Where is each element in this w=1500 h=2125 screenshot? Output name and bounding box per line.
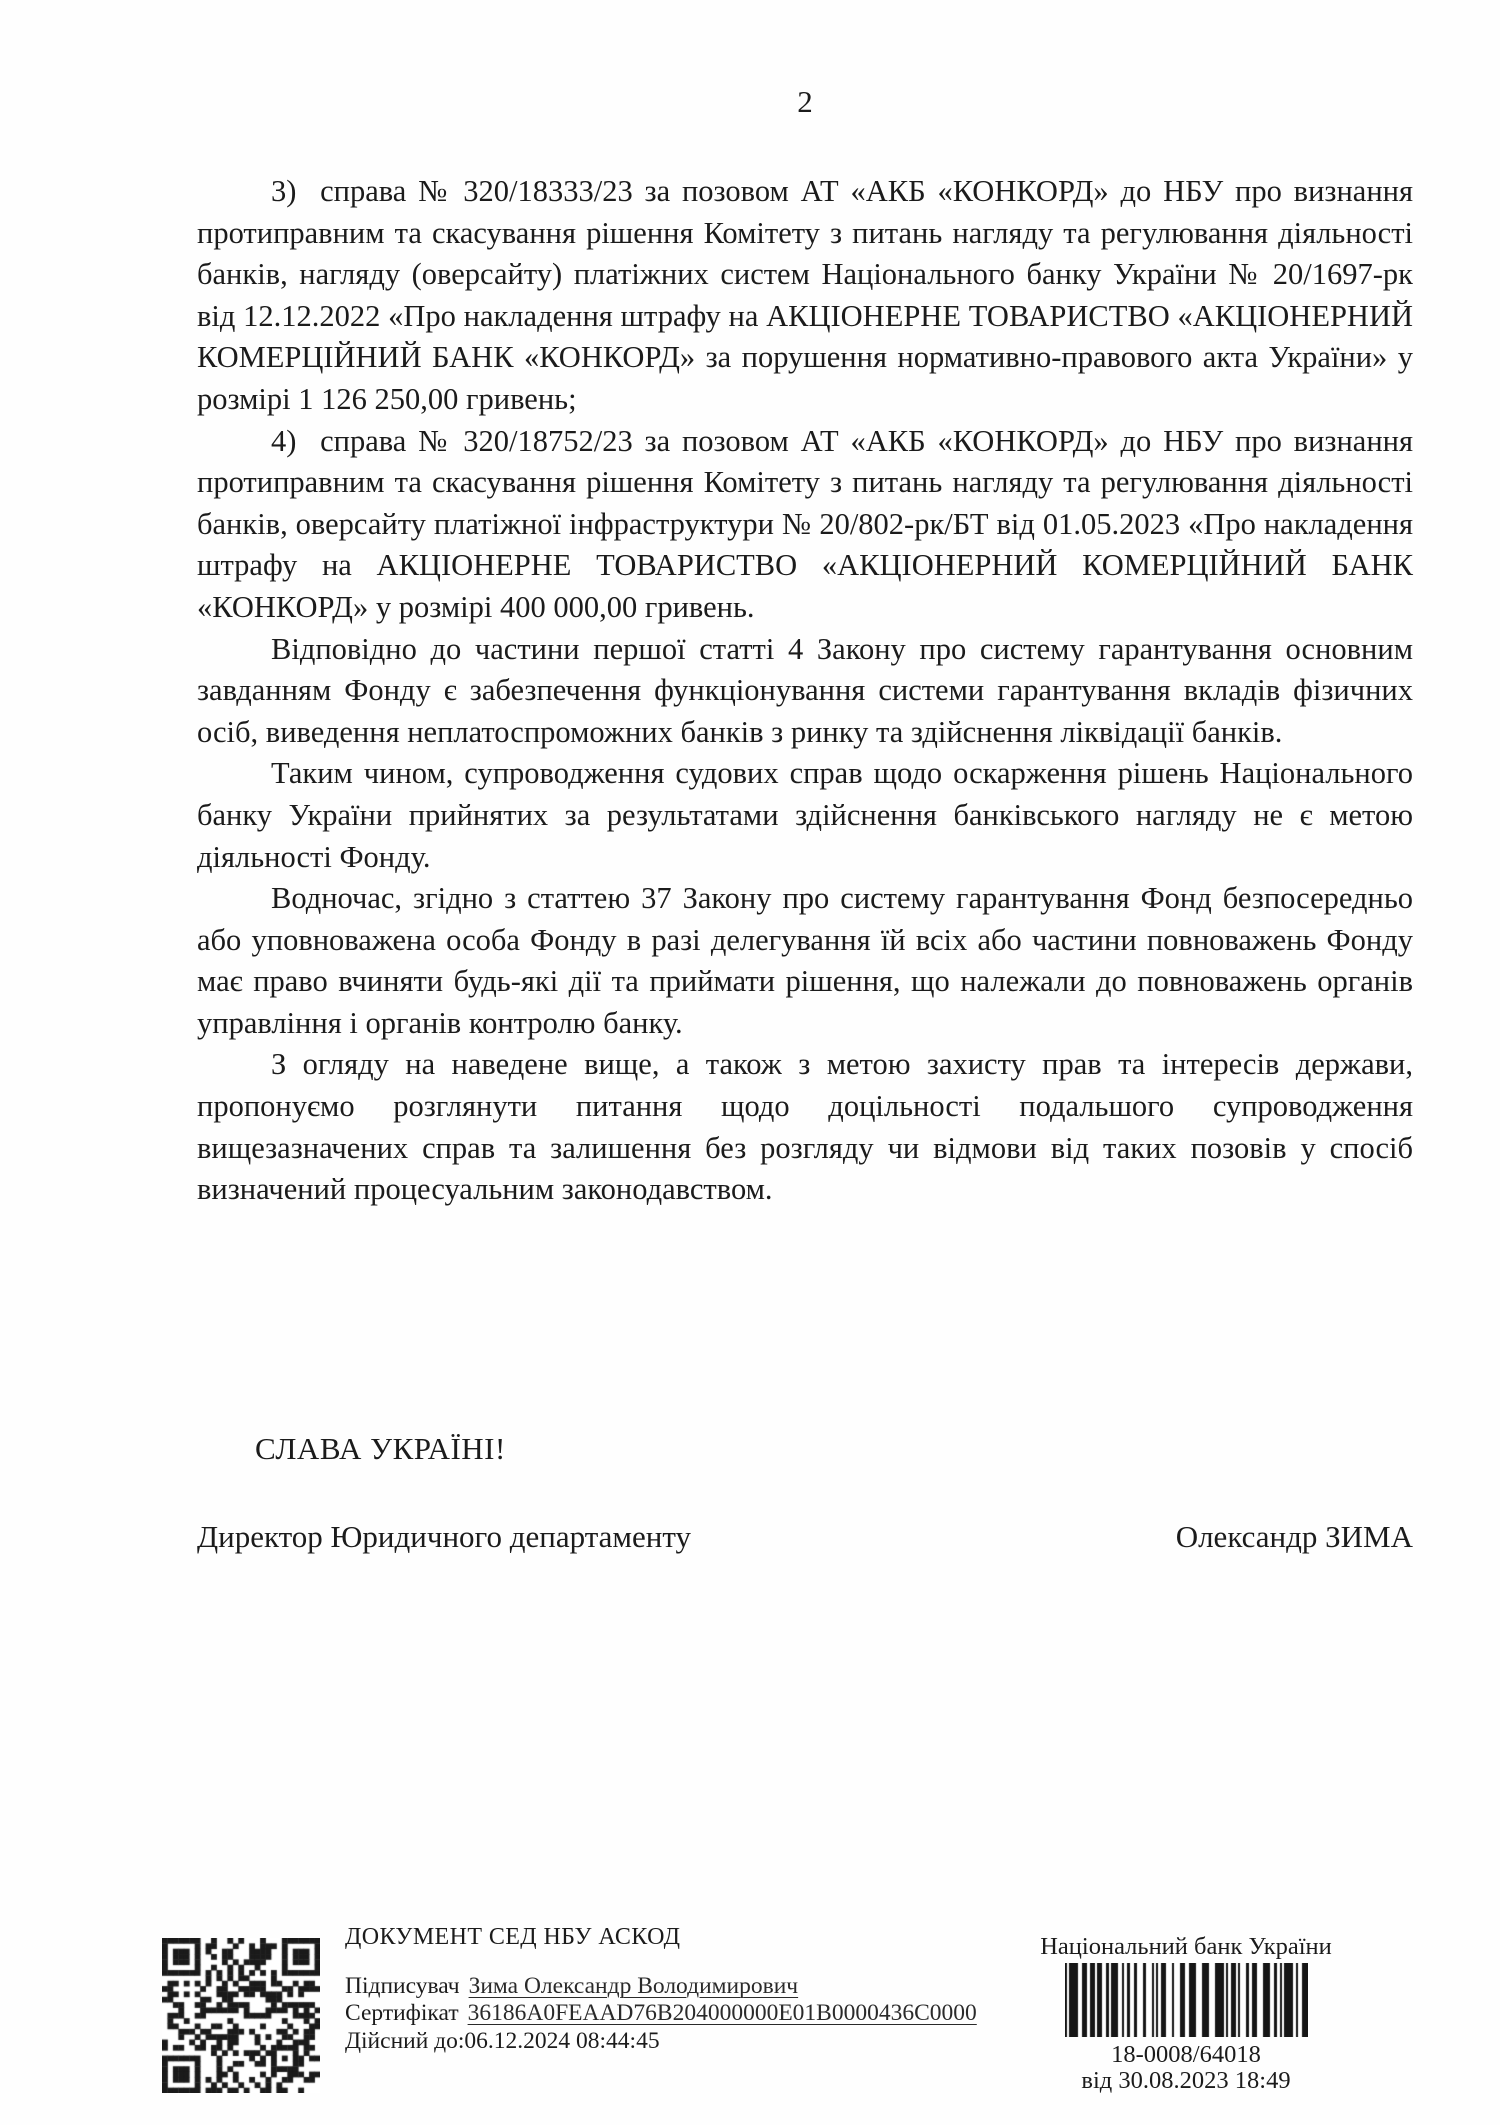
signature-row <box>197 1519 1413 1555</box>
esign-stamp <box>345 1924 977 2055</box>
paragraph: Водночас, згідно з статтею 37 Закону про систему гарантування Фонд безпосередньо або уповноважена особа Фонду в разі делегування їй всіх або частини повноважень Фонду має право вчиняти будь-які дії та приймати рішення, що належали до повноважень органів управління і органів контролю банку. <box>197 881 1413 1040</box>
esign-signer-line <box>345 1973 977 2001</box>
esign-signer-label: Підписувач <box>345 1972 460 1999</box>
barcode <box>1065 1963 1308 2037</box>
qr-code <box>162 1938 320 2093</box>
document-body <box>197 171 1413 1211</box>
paragraph: 3) справа № 320/18333/23 за позовом АТ «АКБ «КОНКОРД» до НБУ про визнання протиправним та скасування рішення Комітету з питань нагляду та регулювання діяльності банків, нагляду (оверсайту) платіжних систем Національного банку України № 20/1697-рк від 12.12.2022 «Про накладення штрафу на АКЦІОНЕРНЕ ТОВАРИСТВО «АКЦІОНЕРНИЙ КОМЕРЦІЙНИЙ БАНК «КОНКОРД» за порушення нормативно-правового акта України» у розмірі 1 126 250,00 гривень; <box>197 174 1413 416</box>
esign-system-title: ДОКУМЕНТ СЕД НБУ АСКОД <box>345 1924 681 1950</box>
organization-name: Національний банк України <box>1040 1933 1332 1960</box>
esign-certificate-value: 36186A0FEAAD76B204000000E01B0000436C0000 <box>467 2000 977 2026</box>
paragraph: 4) справа № 320/18752/23 за позовом АТ «АКБ «КОНКОРД» до НБУ про визнання протиправним та скасування рішення Комітету з питань нагляду та регулювання діяльності банків, оверсайту платіжної інфраструктури № 20/802-рк/БТ від 01.05.2023 «Про накладення штрафу на АКЦІОНЕРНЕ ТОВАРИСТВО «АКЦІОНЕРНИЙ КОМЕРЦІЙНИЙ БАНК «КОНКОРД» у розмірі 400 000,00 гривень. <box>197 423 1413 624</box>
closing-slogan: СЛАВА УКРАЇНІ! <box>255 1431 506 1466</box>
signature-role: Директор Юридичного департаменту <box>197 1519 691 1554</box>
esign-valid-until: Дійсний до:06.12.2024 08:44:45 <box>345 2027 660 2054</box>
document-number: 18-0008/64018 <box>1111 2041 1261 2068</box>
esign-certificate-line <box>345 2000 977 2028</box>
registration-stamp <box>1036 1934 1336 2094</box>
signature-name: Олександр ЗИМА <box>1175 1519 1413 1554</box>
esign-certificate-label: Сертифікат <box>345 2000 459 2026</box>
paragraph: Таким чином, супроводження судових справ щодо оскарження рішень Національного банку України прийнятих за результатами здійснення банківського нагляду не є метою діяльності Фонду. <box>197 756 1413 874</box>
page-number: 2 <box>797 84 813 119</box>
document-date: від 30.08.2023 18:49 <box>1081 2067 1291 2094</box>
esign-signer-name: Зима Олександр Володимирович <box>468 1972 799 1999</box>
paragraph: З огляду на наведене вище, а також з метою захисту прав та інтересів держави, пропонуємо розглянути питання щодо доцільності подальшого супроводження вищезазначених справ та залишення без розгляду чи відмови від таких позовів у спосіб визначений процесуальним законодавством. <box>197 1047 1413 1207</box>
paragraph: Відповідно до частини першої статті 4 Закону про систему гарантування основним завданням Фонду є забезпечення функціонування системи гарантування вкладів фізичних осіб, виведення неплатоспроможних банків з ринку та здійснення ліквідації банків. <box>197 631 1413 749</box>
